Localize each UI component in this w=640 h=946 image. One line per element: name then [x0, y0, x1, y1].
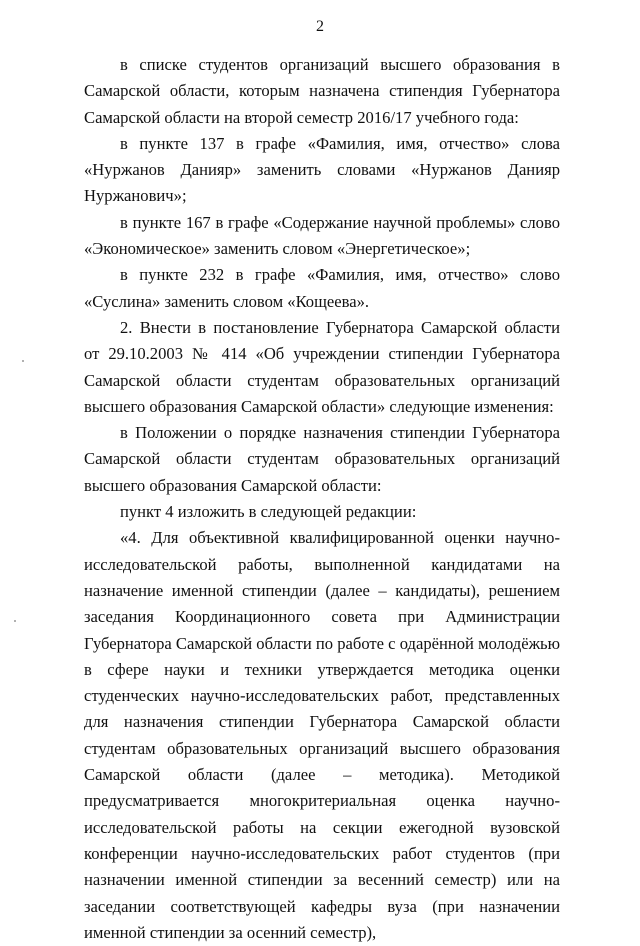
paragraph-amend-resolution: 2. Внести в постановление Губернатора Самарской области от 29.10.2003 № 414 «Об учреждении стипендии Губернатора Самарской области студентам образовательных организаций высшего образования Самарской области» следующие изменения:: [84, 317, 560, 416]
paragraph-item-232: в пункте 232 в графе «Фамилия, имя, отчество» слово «Суслина» заменить словом «Кощеева».: [84, 265, 560, 311]
paragraph-new-wording: «4. Для объективной квалифицированной оценки научно-исследовательской работы, выполненной кандидатами на назначение именной стипендии (далее – кандидаты), решением заседания Координационного совета при Администрации Губернатора Самарской области по работе с одарённой молодёжью в сфере науки и техники утверждается методика оценки студенческих научно-исследовательских работ, представленных для назначения стипендии Губернатора Самарской области студентам образовательных организаций высшего образования Самарской области (далее – методика). Методикой предусматривается многокритериальная оценка научно-исследовательской работы на секции ежегодной вузовской конференции научно-исследовательских работ студентов (при назначении именной стипендии за весенний семестр) или на заседании соответствующей кафедры вуза (при назначении именной стипендии за осенний семестр),: [84, 528, 560, 942]
scan-speck: [14, 620, 16, 622]
document-body: [84, 52, 560, 946]
paragraph-point-4: пункт 4 изложить в следующей редакции:: [120, 502, 417, 522]
page-number: 2: [316, 18, 324, 35]
paragraph-regulation: в Положении о порядке назначения стипендии Губернатора Самарской области студентам образовательных организаций высшего образования Самарской области:: [84, 423, 560, 495]
scan-speck: [22, 360, 24, 362]
paragraph-item-167: в пункте 167 в графе «Содержание научной проблемы» слово «Экономическое» заменить словом «Энергетическое»;: [84, 212, 560, 259]
paragraph-item-137: в пункте 137 в графе «Фамилия, имя, отчество» слова «Нуржанов Данияр» заменить словами «Нуржанов Данияр Нуржанович»;: [84, 133, 560, 206]
paragraph-student-list: в списке студентов организаций высшего образования в Самарской области, которым назначена стипендия Губернатора Самарской области на второй семестр 2016/17 учебного года:: [84, 55, 560, 127]
